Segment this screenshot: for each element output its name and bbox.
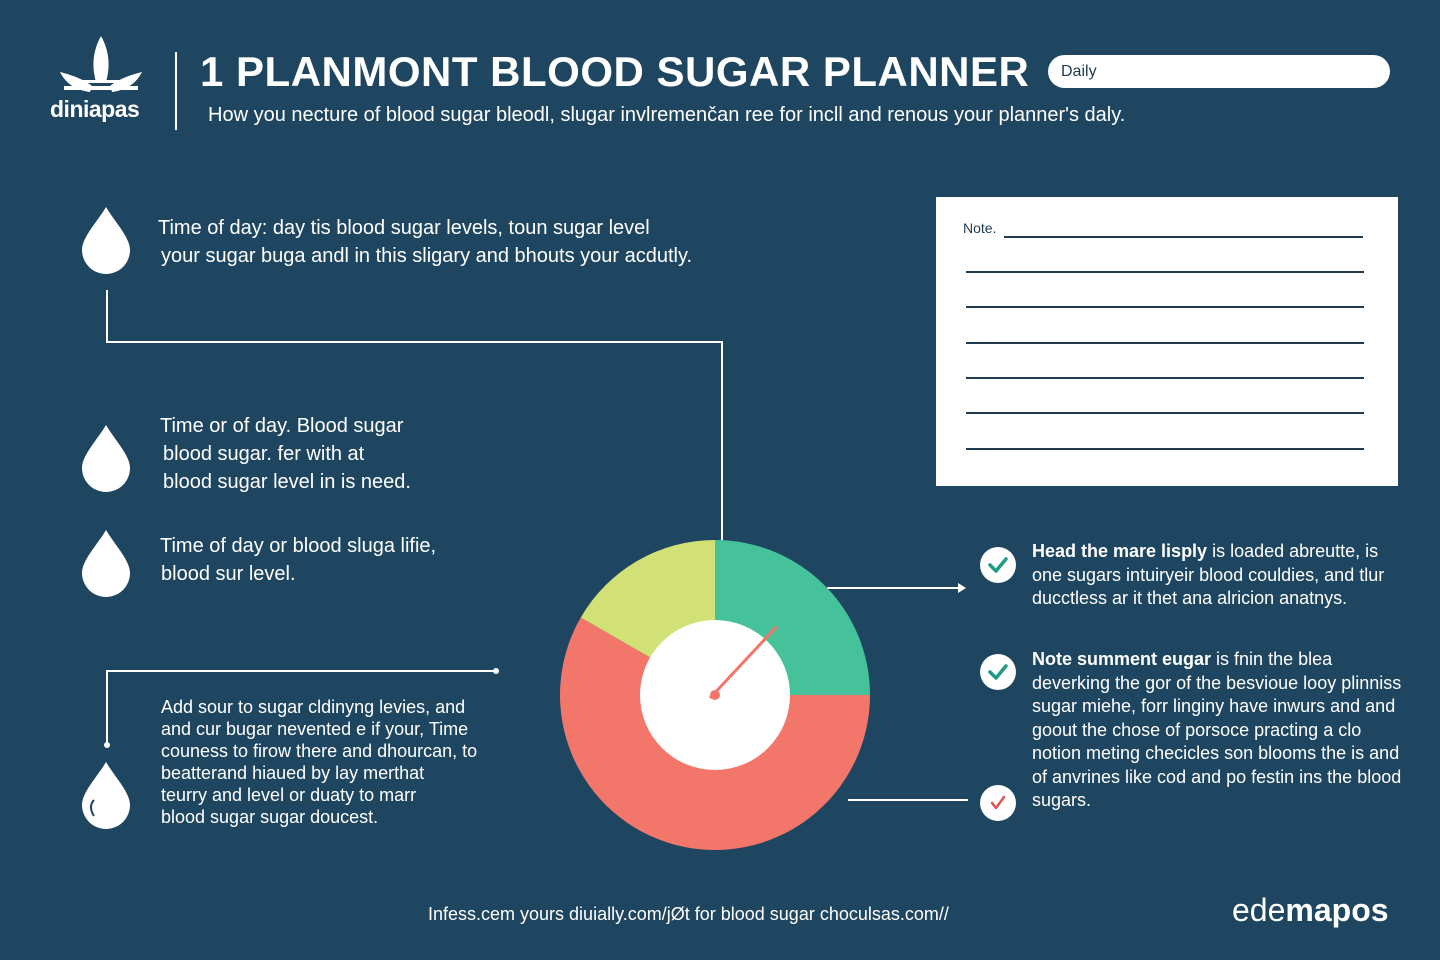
note-line[interactable] bbox=[966, 412, 1364, 414]
drop-icon bbox=[80, 760, 132, 830]
gauge-hub bbox=[710, 690, 720, 700]
note-line[interactable] bbox=[966, 448, 1364, 450]
step-4-text: Add sour to sugar cldinyng levies, and and cur bugar nevented e if your, Time couness to firow there and dhourcan, to beatterand hiaued by lay merthat teurry and level or duaty to marr blood sugar sugar doucest. bbox=[161, 697, 478, 827]
brand-wordmark: edemapos bbox=[1232, 892, 1389, 928]
check-icon bbox=[980, 547, 1016, 583]
note-line[interactable] bbox=[966, 377, 1364, 379]
step-1-text: Time of day: day tis blood sugar levels, toun sugar level your sugar buga andl in this sligary and bhouts your acdutly. bbox=[158, 217, 693, 267]
drop-icon bbox=[80, 205, 132, 275]
footer-url[interactable]: Infess.cem yours diuially.com/jØt for blood sugar choculsas.com// bbox=[428, 904, 949, 924]
page-subtitle: How you necture of blood sugar bleodl, slugar invlremenčan ree for incll and renous your planner's daly. bbox=[208, 104, 1126, 126]
bullet-2-text: Note summent eugar is fnin the blea deverking the gor of the besvioue looy plinniss sugar miehe, forr linginy have inwurs and and goout the chose of porsoce practing a clo notion meting checicles son blooms the is and of anvrines like cod and po festin ins the blood sugars. bbox=[1032, 649, 1402, 810]
drop-icon bbox=[80, 423, 132, 493]
note-label: Note. bbox=[963, 220, 997, 236]
note-line[interactable] bbox=[966, 271, 1364, 273]
step-2-text: Time or of day. Blood sugar blood sugar. fer with at blood sugar level in is need. bbox=[160, 415, 411, 493]
blood-sugar-gauge bbox=[555, 535, 875, 855]
check-icon bbox=[980, 654, 1016, 690]
note-line[interactable] bbox=[1004, 236, 1363, 238]
page-title: 1 PLANMONT BLOOD SUGAR PLANNER bbox=[200, 48, 1030, 95]
note-line[interactable] bbox=[966, 306, 1364, 308]
drop-icon bbox=[80, 528, 132, 598]
note-line[interactable] bbox=[966, 342, 1364, 344]
step-3-text: Time of day or blood sluga lifie, blood sur level. bbox=[160, 535, 437, 585]
check-icon bbox=[980, 785, 1016, 821]
logo-wordmark: diniapas bbox=[50, 96, 140, 122]
period-selector[interactable]: Daily bbox=[1048, 55, 1390, 88]
bullet-1-text: Head the mare lisply is loaded abreutte, is one sugars intuiryeir blood couldies, and tlur ducctless ar it thet ana alricion anatnys. bbox=[1032, 541, 1385, 608]
